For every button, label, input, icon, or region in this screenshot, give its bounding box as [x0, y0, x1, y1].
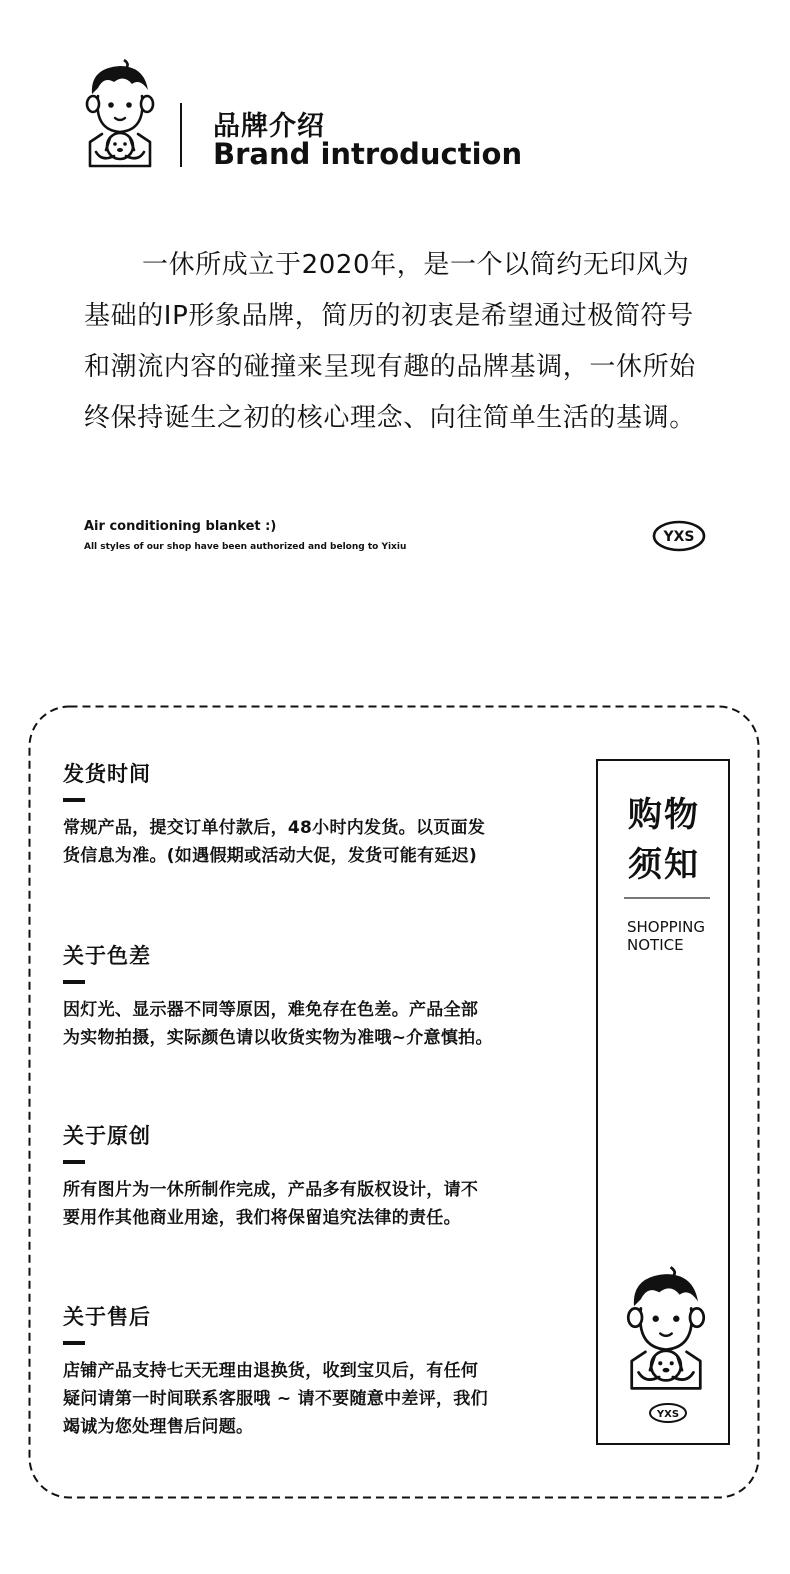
section-dash: [63, 1341, 85, 1345]
tagline-subtitle: All styles of our shop have been authorized and belong to Yixiu: [84, 542, 407, 552]
section-title: 关于色差: [63, 944, 151, 968]
section-title: 关于售后: [63, 1305, 151, 1329]
notice-section-original: [63, 1120, 558, 1232]
section-line: 要用作其他商业用途，我们将保留追究法律的责任。: [63, 1208, 461, 1228]
notice-section-aftersales: [63, 1301, 558, 1441]
intro-line: 一休所成立于2020年，是一个以简约无印风为: [142, 250, 690, 280]
section-line: 因灯光、显示器不同等原因，难免存在色差。产品全部: [63, 1000, 479, 1020]
section-line: 竭诚为您处理售后问题。: [63, 1417, 254, 1437]
boy-holding-puppy-icon: [80, 58, 160, 170]
section-title: 关于原创: [63, 1124, 151, 1148]
page-title-cn: 品牌介绍: [213, 111, 325, 142]
yxs-logo-text: YXS: [656, 1409, 680, 1420]
shopping-notice-title-cn: [628, 790, 700, 890]
section-line: 店铺产品支持七天无理由退换货，收到宝贝后，有任何: [63, 1361, 479, 1381]
title-cn-line: 须知: [628, 845, 700, 885]
section-line: 常规产品，提交订单付款后，48小时内发货。以页面发: [63, 818, 486, 838]
notice-section-shipping: [63, 758, 558, 870]
section-dash: [63, 980, 85, 984]
boy-holding-puppy-icon: [620, 1265, 712, 1393]
notice-section-color: [63, 940, 558, 1052]
section-line: 货信息为准。(如遇假期或活动大促，发货可能有延迟): [63, 846, 478, 866]
section-dash: [63, 1160, 85, 1164]
tagline-title: Air conditioning blanket :): [84, 519, 277, 534]
yxs-logo-text: YXS: [663, 529, 695, 545]
panel-divider: [624, 897, 710, 899]
section-body: [63, 1357, 558, 1441]
yxs-logo: [648, 1402, 688, 1424]
intro-line: 和潮流内容的碰撞来呈现有趣的品牌基调，一休所始: [84, 352, 696, 382]
intro-line: 终保持诞生之初的核心理念、向往简单生活的基调。: [84, 403, 696, 433]
intro-line: 基础的IP形象品牌，简历的初衷是希望通过极简符号: [84, 301, 694, 331]
section-body: [63, 1176, 558, 1232]
shopping-notice-title-en: [627, 918, 705, 954]
section-dash: [63, 798, 85, 802]
section-line: 所有图片为一休所制作完成，产品多有版权设计，请不: [63, 1180, 479, 1200]
brand-intro-paragraph: [84, 240, 714, 444]
section-line: 疑问请第一时间联系客服哦 ~ 请不要随意中差评，我们: [63, 1389, 488, 1409]
title-en-line: SHOPPING: [627, 918, 705, 936]
header-divider: [180, 103, 182, 167]
section-title: 发货时间: [63, 762, 151, 786]
yxs-logo: [652, 519, 706, 553]
section-body: [63, 814, 558, 870]
title-cn-line: 购物: [628, 795, 700, 835]
page-title-en: Brand introduction: [213, 137, 523, 171]
section-body: [63, 996, 558, 1052]
section-line: 为实物拍摄，实际颜色请以收货实物为准哦~介意慎拍。: [63, 1028, 493, 1048]
title-en-line: NOTICE: [627, 936, 684, 954]
